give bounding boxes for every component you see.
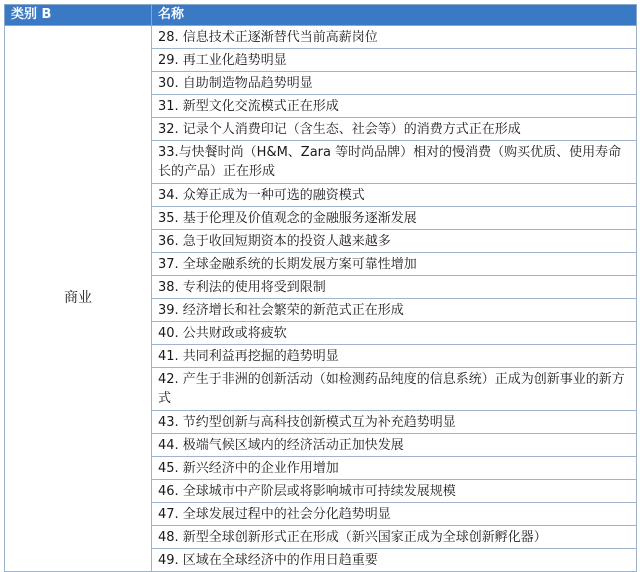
table-cell: 39. 经济增长和社会繁荣的新范式正在形成 <box>152 299 637 322</box>
table-row <box>5 26 637 49</box>
table-cell: 42. 产生于非洲的创新活动（如检测药品纯度的信息系统）正成为创新事业的新方式 <box>152 368 637 411</box>
header-row <box>5 5 637 26</box>
header-category: 类别 B <box>5 5 152 26</box>
table-cell: 43. 节约型创新与高科技创新模式互为补充趋势明显 <box>152 411 637 434</box>
table-cell: 47. 全球发展过程中的社会分化趋势明显 <box>152 503 637 526</box>
table-cell: 41. 共同利益再挖掘的趋势明显 <box>152 345 637 368</box>
table-cell: 33.与快餐时尚（H&M、Zara 等时尚品牌）相对的慢消费（购买优质、使用寿命长的产品）正在形成 <box>152 141 637 184</box>
table-cell: 46. 全球城市中产阶层或将影响城市可持续发展规模 <box>152 480 637 503</box>
table-cell: 30. 自助制造物品趋势明显 <box>152 72 637 95</box>
table-cell: 37. 全球金融系统的长期发展方案可靠性增加 <box>152 253 637 276</box>
category-cell: 商业 <box>5 26 152 572</box>
trends-table <box>4 4 637 572</box>
table-cell: 38. 专利法的使用将受到限制 <box>152 276 637 299</box>
table-cell: 45. 新兴经济中的企业作用增加 <box>152 457 637 480</box>
table-cell: 40. 公共财政或将疲软 <box>152 322 637 345</box>
table-cell: 35. 基于伦理及价值观念的金融服务逐渐发展 <box>152 207 637 230</box>
table-cell: 49. 区域在全球经济中的作用日趋重要 <box>152 549 637 572</box>
table-cell: 32. 记录个人消费印记（含生态、社会等）的消费方式正在形成 <box>152 118 637 141</box>
header-name: 名称 <box>152 5 637 26</box>
table-cell: 28. 信息技术正逐渐替代当前高薪岗位 <box>152 26 637 49</box>
table-cell: 36. 急于收回短期资本的投资人越来越多 <box>152 230 637 253</box>
table-cell: 48. 新型全球创新形式正在形成（新兴国家正成为全球创新孵化器） <box>152 526 637 549</box>
table-cell: 34. 众筹正成为一种可选的融资模式 <box>152 184 637 207</box>
table-cell: 44. 极端气候区域内的经济活动正加快发展 <box>152 434 637 457</box>
table-cell: 29. 再工业化趋势明显 <box>152 49 637 72</box>
table-cell: 31. 新型文化交流模式正在形成 <box>152 95 637 118</box>
